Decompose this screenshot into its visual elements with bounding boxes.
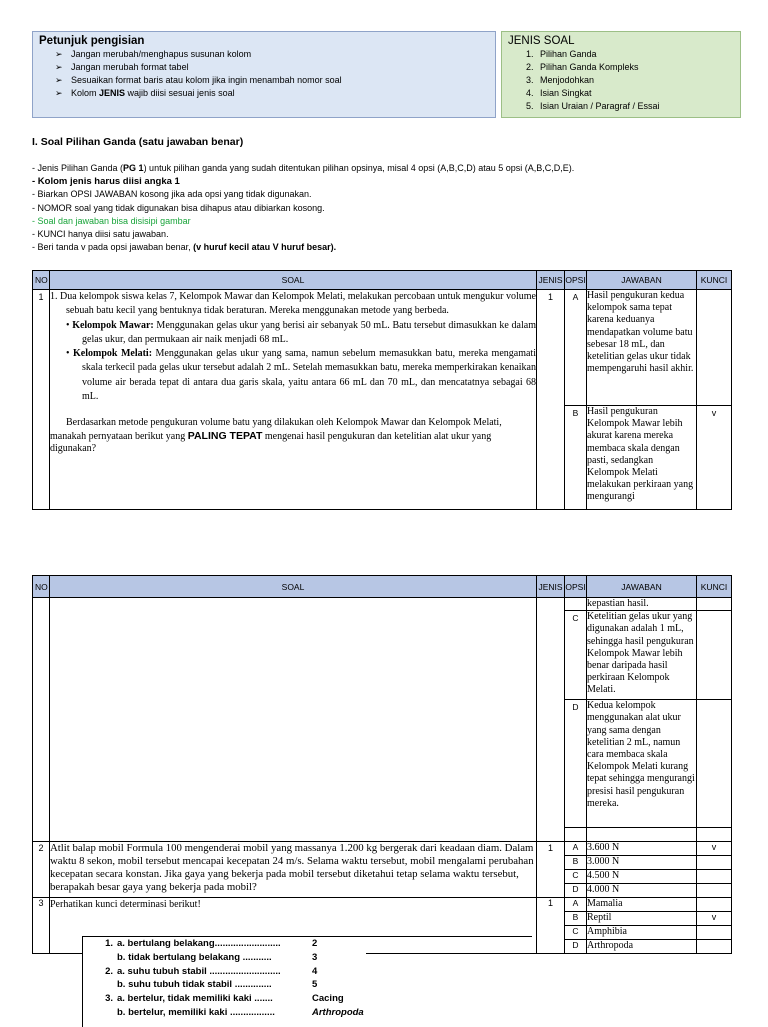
header-jenis: JENIS [537, 576, 565, 598]
petunjuk-item: ➢ Jangan merubah/menghapus susunan kolom [55, 48, 495, 61]
option-answer: kepastian hasil. [587, 598, 697, 611]
question-intro: 1. Dua kelompok siswa kelas 7, Kelompok Mawar dan Kelompok Melati, melakukan percobaan untuk mengukur volume sebuah batu kecil yang bentuknya tidak beraturan. Mereka menggunakan metode yang berbeda. [50, 291, 536, 317]
option-answer: Hasil pengukuran kedua kelompok sama tepat karena keduanya mendapatkan volume batu sebesar 18 mL, dan ketelitian gelas ukur tidak mempengaruhi hasil akhir. [587, 290, 697, 406]
jenis-soal-title: JENIS SOAL [508, 35, 575, 47]
key-image [83, 937, 366, 1020]
jenis-soal-label: Pilihan Ganda [540, 49, 597, 59]
question-text: Atlit balap mobil Formula 100 mengenderai mobil yang massanya 1.200 kg bergerak dari keadaan diam. Dalam waktu 8 sekon, mobil tersebut mencapai kecepatan 24 m/s. Selama waktu tersebut, mobil mengalami perubahan kecepatan secara konstan. Jika gaya yang bekerja pada mobil tersebut diketahui tetap selama waktu tersebut, berapakah besar gaya yang bekerja pada mobil? [50, 842, 537, 898]
header-jenis: JENIS [537, 271, 565, 290]
note-bold: PG 1 [123, 163, 144, 173]
bullet-text: Menggunakan gelas ukur yang berisi air sebanyak 50 mL. Batu tersebut dimasukkan ke dalam gelas ukur, dan permukaan air naik menjadi 68 mL. [82, 319, 536, 345]
jenis-soal-label: Isian Uraian / Paragraf / Essai [540, 101, 660, 111]
option-label: A [565, 290, 587, 406]
table-row [33, 898, 732, 912]
option-key [697, 898, 732, 912]
note-line: - Soal dan jawaban bisa disisipi gambar [32, 215, 191, 226]
header-jawaban: JAWABAN [587, 576, 697, 598]
petunjuk-title: Petunjuk pengisian [39, 35, 145, 47]
note-text: ) untuk pilihan ganda yang sudah ditentukan pilihan opsinya, misal 4 opsi (A,B,C,D) atau 5 opsi (A,B,C,D,E). [143, 163, 575, 173]
header-no: NO [33, 576, 50, 598]
petunjuk-item: ➢ Sesuaikan format baris atau kolom jika ingin menambah nomor soal [55, 74, 495, 87]
header-kunci: KUNCI [697, 576, 732, 598]
option-answer: Amphibia [587, 926, 697, 940]
option-key [697, 870, 732, 884]
petunjuk-list [55, 48, 495, 100]
bullet-text: Menggunakan gelas ukur yang sama, namun sebelum memasukkan batu, mereka mengamati skala terkecil pada gelas ukur tersebut adalah 2 mL. Setelah memasukkan batu, mereka memperkirakan kenaikan volume air berada tepat di antara dua garis skala, yaitu antara 66 mL dan 70 mL, dan mencatatnya sebagai 68 mL. [82, 348, 536, 403]
bullet-label: Kelompok Melati: [73, 348, 153, 360]
note-bold: (v huruf kecil atau V huruf besar). [193, 242, 337, 253]
option-label: D [565, 700, 587, 828]
petunjuk-box [32, 31, 496, 118]
option-label: D [565, 940, 587, 954]
key-text: b. suhu tubuh tidak stabil .............. [117, 979, 272, 991]
key-number: 3. [105, 993, 113, 1005]
table-header-row [33, 271, 732, 290]
notes [32, 162, 732, 254]
option-label [565, 828, 587, 842]
key-result: 4 [312, 965, 318, 977]
jenis-soal-num: 2. [526, 62, 534, 72]
option-answer: Kedua kelompok menggunakan alat ukur yang sama dengan ketelitian 2 mL, namun cara membaca skala Kelompok Melati kurang tepat sehingga mengurangi presisi hasil pengukuran mereka. [587, 700, 697, 828]
jenis-soal-item [526, 87, 740, 100]
question-jenis: 1 [537, 898, 565, 954]
option-answer: 4.000 N [587, 884, 697, 898]
petunjuk-item-text: Kolom [71, 88, 100, 98]
prompt-bold: PALING TEPAT [187, 429, 263, 442]
option-label: B [565, 912, 587, 926]
note-line: - KUNCI hanya diisi satu jawaban. [32, 229, 169, 240]
option-key: v [697, 912, 732, 926]
jenis-soal-label: Menjodohkan [540, 75, 595, 85]
table-header-row [33, 576, 732, 598]
key-row [83, 965, 366, 979]
key-text: b. bertelur, memiliki kaki ................. [117, 1006, 275, 1018]
jenis-soal-num: 5. [526, 101, 534, 111]
option-key [697, 884, 732, 898]
option-key [697, 856, 732, 870]
question-bullet: • Kelompok Melati: Menggunakan gelas ukur yang sama, namun sebelum memasukkan batu, mereka mengamati skala terkecil pada gelas ukur tersebut adalah 2 mL. Setelah memasukkan batu, mereka memperkirakan kenaikan volume air berada tepat di antara dua garis skala, yaitu antara 66 mL dan 70 mL, dan mencatatnya sebagai 68 mL. [66, 348, 536, 403]
note-line: - Biarkan OPSI JAWABAN kosong jika ada opsi yang tidak digunakan. [32, 189, 312, 200]
petunjuk-item [55, 87, 495, 100]
question-number: 2 [33, 842, 50, 898]
option-label: B [565, 406, 587, 510]
question-prompt [50, 417, 536, 456]
key-result: Cacing [312, 993, 344, 1005]
option-answer: 3.600 N [587, 842, 697, 856]
option-label: C [565, 870, 587, 884]
bullet-label: Kelompok Mawar: [72, 319, 154, 331]
key-number: 1. [105, 938, 113, 949]
option-answer: Reptil [587, 912, 697, 926]
option-key [697, 940, 732, 954]
question-jenis: 1 [537, 842, 565, 898]
option-answer: Ketelitian gelas ukur yang digunakan adalah 1 mL, sehingga hasil pengukuran Kelompok Mawar lebih benar daripada hasil perkiraan Kelompok Melati. [587, 611, 697, 700]
question-text: Perhatikan kunci determinasi berikut! [50, 898, 537, 954]
key-text: b. tidak bertulang belakang ........... [117, 951, 272, 963]
option-key [697, 926, 732, 940]
key-result: Arthropoda [312, 1006, 364, 1018]
jenis-soal-label: Pilihan Ganda Kompleks [540, 62, 639, 72]
option-label: D [565, 884, 587, 898]
determination-key [82, 936, 532, 1020]
question-jenis: 1 [537, 290, 565, 510]
prompt-text: Berdasarkan metode pengukuran volume batu yang dilakukan oleh Kelompok Mawar dan Kelompok Melati, manakah pernyataan berikut yang [50, 417, 502, 442]
key-row [83, 937, 366, 951]
key-row [83, 978, 366, 992]
petunjuk-item: ➢ Jangan merubah format tabel [55, 61, 495, 74]
table-row [33, 842, 732, 856]
option-answer: Arthropoda [587, 940, 697, 954]
option-label: A [565, 898, 587, 912]
header-opsi: OPSI [565, 576, 587, 598]
header-soal: SOAL [50, 576, 537, 598]
header-soal: SOAL [50, 271, 537, 290]
question-table-page-2 [32, 575, 732, 954]
option-answer: 4.500 N [587, 870, 697, 884]
header-kunci: KUNCI [697, 271, 732, 290]
header-opsi: OPSI [565, 271, 587, 290]
key-text: a. bertelur, tidak memiliki kaki ....... [117, 993, 273, 1005]
option-key: v [697, 842, 732, 856]
option-key [697, 290, 732, 406]
option-label [565, 598, 587, 611]
option-key [697, 611, 732, 700]
question-number [33, 598, 50, 842]
note-line: - NOMOR soal yang tidak digunakan bisa dihapus atau dibiarkan kosong. [32, 202, 325, 213]
note-line [32, 241, 732, 254]
option-key: v [697, 406, 732, 510]
option-label: C [565, 611, 587, 700]
jenis-soal-num: 4. [526, 88, 534, 98]
option-label: A [565, 842, 587, 856]
jenis-soal-item [526, 48, 740, 61]
key-result: 5 [312, 979, 318, 991]
key-text: a. suhu tubuh stabil ........................... [117, 965, 281, 977]
note-line [32, 162, 732, 175]
header-jawaban: JAWABAN [587, 271, 697, 290]
note-text: - Jenis Pilihan Ganda ( [32, 163, 124, 173]
note-text: - Beri tanda v pada opsi jawaban benar, [32, 242, 194, 253]
option-key [697, 598, 732, 611]
option-answer: Hasil pengukuran Kelompok Mawar lebih akurat karena mereka membaca skala dengan pasti, sedangkan Kelompok Melati melakukan perkiraan yang mengurangi [587, 406, 697, 510]
key-row [83, 1006, 366, 1020]
jenis-soal-box [501, 31, 741, 118]
option-key [697, 700, 732, 828]
key-number: 2. [105, 965, 113, 977]
table-row [33, 290, 732, 406]
option-key [697, 828, 732, 842]
key-result: 3 [312, 951, 318, 963]
key-row [83, 951, 366, 965]
jenis-soal-item [526, 61, 740, 74]
jenis-soal-item [526, 100, 740, 113]
question-jenis [537, 598, 565, 842]
question-number: 3 [33, 898, 50, 954]
question-text [50, 290, 537, 510]
key-text: a. bertulang belakang......................... [117, 938, 281, 949]
question-table-page-1 [32, 270, 732, 510]
table-row [33, 598, 732, 611]
question-text [50, 598, 537, 842]
key-result: 2 [312, 938, 318, 949]
header-no: NO [33, 271, 50, 290]
jenis-soal-num: 3. [526, 75, 534, 85]
jenis-soal-list [526, 48, 740, 113]
section-title: I. Soal Pilihan Ganda (satu jawaban benar) [32, 136, 244, 148]
key-row [83, 992, 366, 1006]
option-label: C [565, 926, 587, 940]
option-answer [587, 828, 697, 842]
petunjuk-item-text: wajib diisi sesuai jenis soal [125, 88, 235, 98]
option-label: B [565, 856, 587, 870]
question-bullet: • Kelompok Mawar: Menggunakan gelas ukur yang berisi air sebanyak 50 mL. Batu tersebut dimasukkan ke dalam gelas ukur, dan permukaan air naik menjadi 68 mL. [66, 319, 536, 345]
petunjuk-item-bold: JENIS [99, 88, 126, 98]
question-number: 1 [33, 290, 50, 510]
jenis-soal-label: Isian Singkat [540, 88, 592, 98]
option-answer: Mamalia [587, 898, 697, 912]
jenis-soal-item [526, 74, 740, 87]
note-line: - Kolom jenis harus diisi angka 1 [32, 176, 180, 188]
jenis-soal-num: 1. [526, 49, 534, 59]
key-left-border [82, 937, 83, 1027]
option-answer: 3.000 N [587, 856, 697, 870]
prompt-text: mengenai hasil pengukuran dan ketelitian alat ukur yang digunakan? [50, 430, 492, 455]
